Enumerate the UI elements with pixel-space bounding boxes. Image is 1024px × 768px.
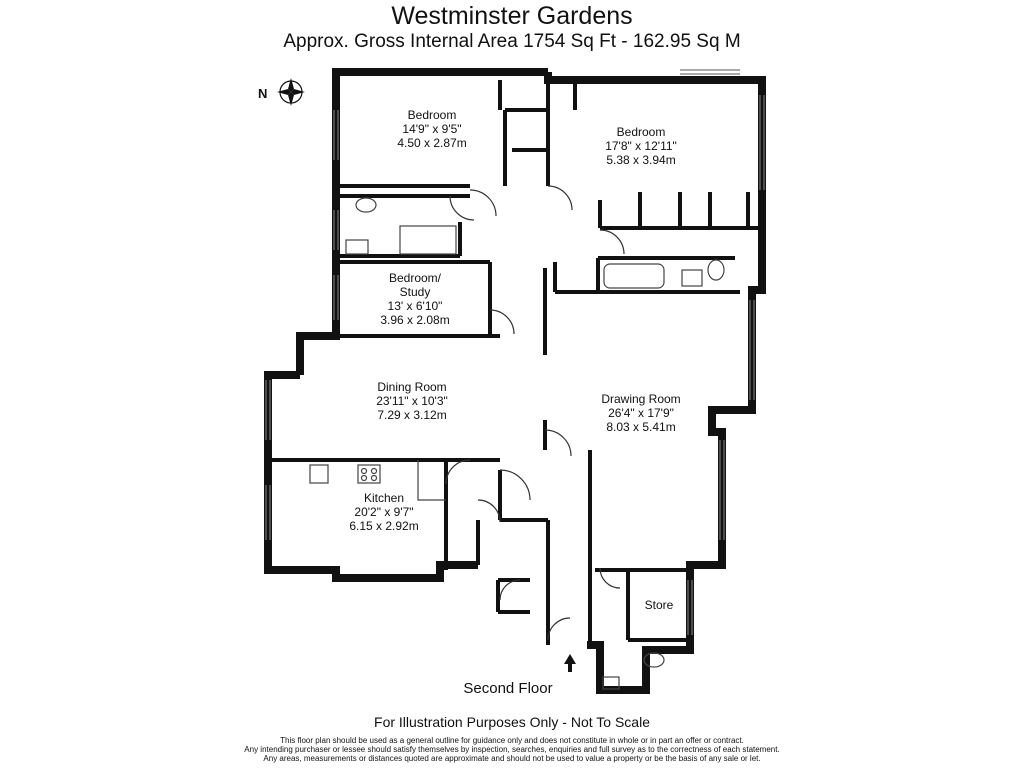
- basin-icon: [682, 270, 702, 286]
- room-imperial: 14'9" x 9'5": [402, 122, 462, 136]
- compass-rose-icon: [277, 78, 305, 106]
- room-imperial: 26'4" x 17'9": [608, 406, 674, 420]
- room-imperial: 13' x 6'10": [387, 299, 443, 313]
- bath-icon: [400, 226, 456, 254]
- room-drawing: [601, 392, 680, 434]
- room-name: Bedroom/: [388, 271, 442, 285]
- room-imperial: 23'11" x 10'3": [376, 394, 448, 408]
- room-metric: 3.96 x 2.08m: [380, 313, 450, 327]
- disclaimer-line-2: Any intending purchaser or lessee should satisfy themselves by inspection, searches, enquiries and full survey as to the correctness of each statement.: [244, 745, 780, 754]
- basin-icon: [346, 240, 368, 254]
- compass-north-label: N: [258, 86, 268, 101]
- windows: [266, 70, 764, 635]
- room-metric: 7.29 x 3.12m: [377, 408, 447, 422]
- toilet-icon: [708, 260, 724, 280]
- interior-walls: [268, 80, 762, 645]
- disclaimer-line-3: Any areas, measurements or distances quoted are approximate and should not be used to value a property or be the basis of any sale or let.: [263, 754, 761, 763]
- room-imperial: 20'2" x 9'7": [354, 505, 414, 519]
- sink-icon: [310, 465, 328, 483]
- room-metric: 4.50 x 2.87m: [397, 136, 467, 150]
- room-study: [380, 271, 449, 327]
- plan-title: Westminster Gardens: [391, 2, 633, 30]
- room-name: Bedroom: [616, 125, 666, 139]
- room-name: Kitchen: [363, 491, 405, 505]
- room-dining: [376, 380, 448, 422]
- room-metric: 8.03 x 5.41m: [606, 420, 676, 434]
- toilet-icon: [356, 198, 376, 212]
- hob-icon: [358, 465, 380, 483]
- counter-icon: [418, 460, 446, 500]
- room-imperial: 17'8" x 12'11": [605, 139, 677, 153]
- room-metric: 5.38 x 3.94m: [606, 153, 676, 167]
- floor-label: Second Floor: [463, 680, 553, 697]
- room-metric: 6.15 x 2.92m: [349, 519, 419, 533]
- room-kitchen: [349, 491, 418, 533]
- room-store: [645, 598, 674, 612]
- room-name: Bedroom: [407, 108, 457, 122]
- room-name: Store: [644, 598, 674, 612]
- room-bedroom-1: [397, 108, 466, 150]
- entrance-arrow-icon: [564, 654, 576, 672]
- room-bedroom-2: [605, 125, 677, 167]
- room-name-2: Study: [399, 285, 431, 299]
- area-subtitle: Approx. Gross Internal Area 1754 Sq Ft - 162.95 Sq M: [283, 31, 741, 52]
- fixtures: [310, 198, 724, 689]
- room-name: Drawing Room: [601, 392, 681, 406]
- room-name: Dining Room: [377, 380, 447, 394]
- illustration-note: For Illustration Purposes Only - Not To Scale: [374, 714, 650, 730]
- bath-icon: [604, 264, 664, 288]
- disclaimer-line-1: This floor plan should be used as a general outline for guidance only and does not constitute in whole or in part an offer or contract.: [280, 736, 744, 745]
